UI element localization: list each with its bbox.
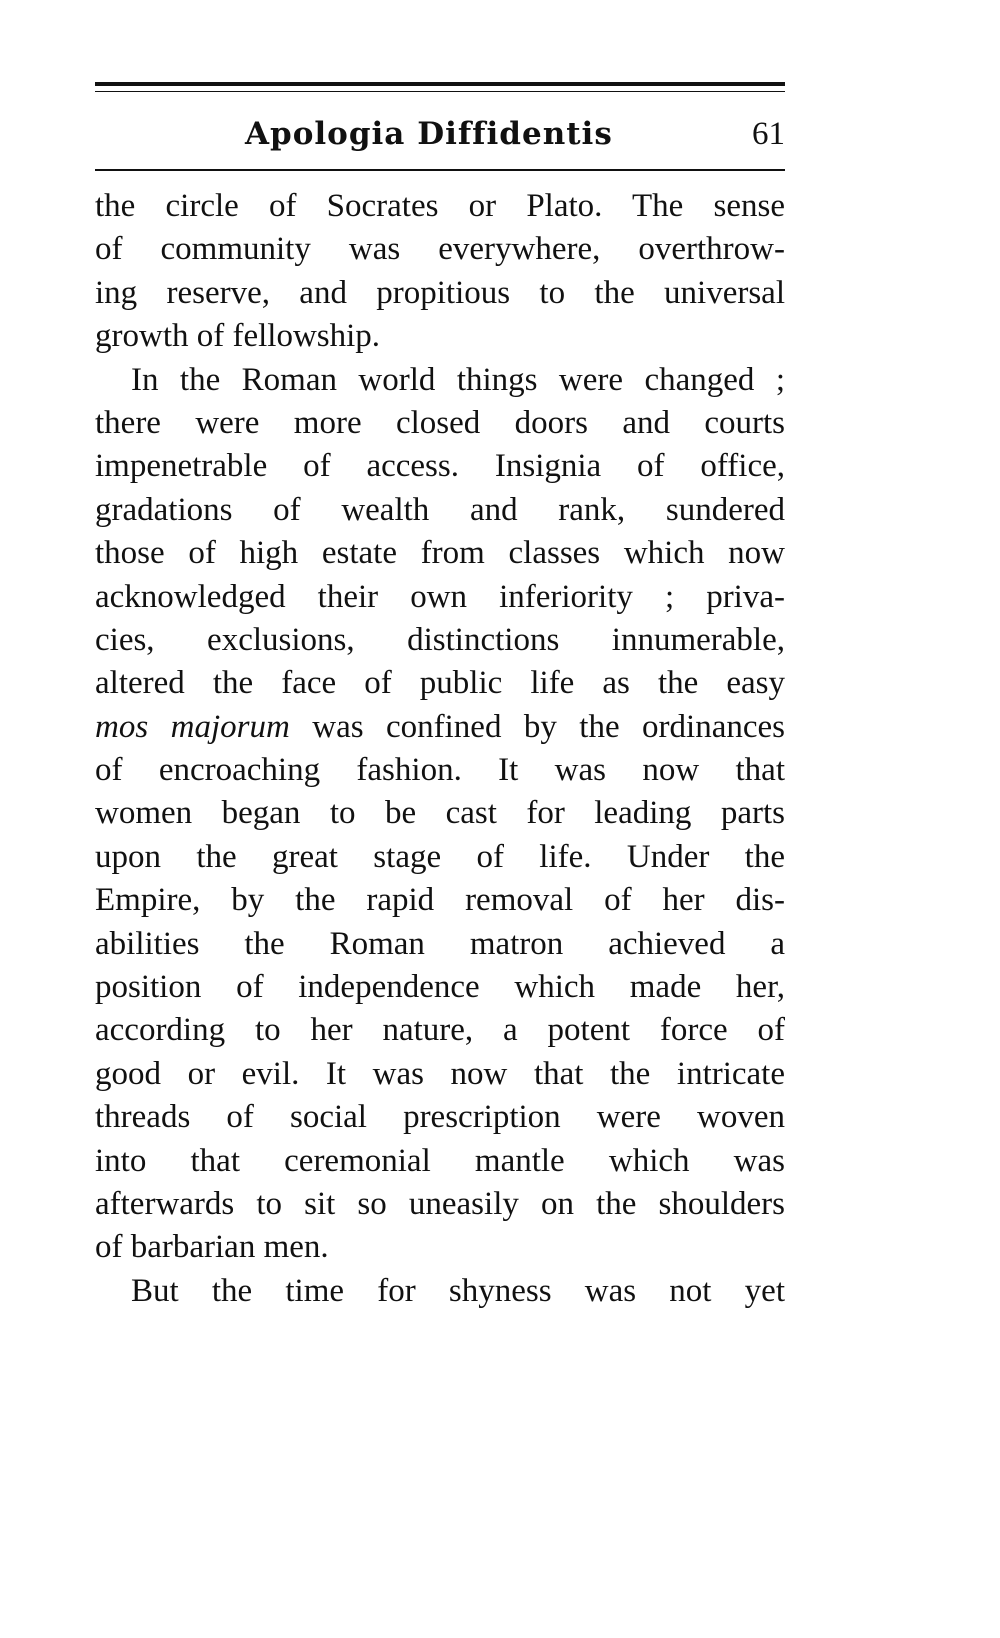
text-line: altered the face of public life as the easy [95,665,785,702]
text-line: impenetrable of access. Insignia of office, [95,448,785,485]
text-line-with-italic [95,706,785,749]
text-line: ing reserve, and propitious to the universal [95,274,785,311]
text-line: good or evil. It was now that the intricate [95,1055,785,1092]
text-line: of barbarian men. [95,1229,329,1266]
text-line: In the Roman world things were changed ; [131,361,785,398]
header-rule-thick [95,82,785,86]
text-line: of community was everywhere, overthrow- [95,231,785,268]
text-line: But the time for shyness was not yet [131,1272,785,1309]
text-line: cies, exclusions, distinctions innumerable, [95,621,785,658]
text-line: those of high estate from classes which now [95,535,785,572]
page-number: 61 [752,116,785,152]
text-line: according to her nature, a potent force of [95,1012,785,1049]
body-text [95,185,785,1313]
text-line: the circle of Socrates or Plato. The sense [95,188,785,224]
text-line: threads of social prescription were woven [95,1099,785,1136]
text-line: abilities the Roman matron achieved a [95,925,785,962]
text-line: upon the great stage of life. Under the [95,838,785,875]
running-title: Apologia Diffidentis [245,116,613,152]
text-line: growth of fellowship. [95,318,381,355]
text-line: afterwards to sit so uneasily on the shoulders [95,1185,785,1222]
text-line: gradations of wealth and rank, sundered [95,491,785,528]
italic-phrase: mos majorum [95,708,290,745]
header-rule-thin [95,91,785,92]
text-line: into that ceremonial mantle which was [95,1142,785,1179]
text-line: Empire, by the rapid removal of her dis- [95,882,785,919]
text-line: acknowledged their own inferiority ; priva- [95,578,785,615]
text-line: there were more closed doors and courts [95,404,785,441]
text-line-rest: was confined by the ordinances [312,708,786,745]
text-line: of encroaching fashion. It was now that [95,752,785,789]
text-line: position of independence which made her, [95,969,785,1006]
running-head [95,112,785,156]
header-rule-bottom [95,169,785,171]
text-line: women began to be cast for leading parts [95,795,785,832]
